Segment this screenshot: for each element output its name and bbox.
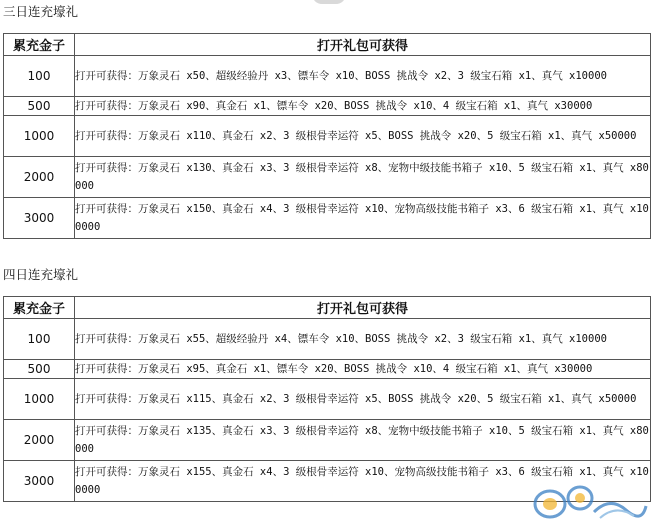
table-row <box>4 157 651 198</box>
column-header-reward: 打开礼包可获得 <box>75 297 651 319</box>
section-title-day4: 四日连充壕礼 <box>3 267 79 282</box>
amount-cell: 500 <box>4 97 75 116</box>
table-row <box>4 420 651 461</box>
game-site-logo-icon <box>530 482 648 522</box>
amount-cell: 100 <box>4 319 75 360</box>
reward-cell: 打开可获得：万象灵石 x135、真金石 x3、3 级根骨幸运符 x8、宠物中级技能书箱子 x10、5 级宝石箱 x1、真气 x80000 <box>75 420 651 461</box>
column-header-reward: 打开礼包可获得 <box>75 34 651 56</box>
reward-cell: 打开可获得：万象灵石 x150、真金石 x4、3 级根骨幸运符 x10、宠物高级技能书箱子 x3、6 级宝石箱 x1、真气 x100000 <box>75 198 651 239</box>
table-row <box>4 116 651 157</box>
table-row <box>4 198 651 239</box>
table-row <box>4 360 651 379</box>
column-header-amount: 累充金子 <box>4 297 75 319</box>
amount-cell: 2000 <box>4 157 75 198</box>
reward-cell: 打开可获得：万象灵石 x95、真金石 x1、镖车令 x20、BOSS 挑战令 x10、4 级宝石箱 x1、真气 x30000 <box>75 360 651 379</box>
reward-cell: 打开可获得：万象灵石 x110、真金石 x2、3 级根骨幸运符 x5、BOSS 挑战令 x20、5 级宝石箱 x1、真气 x50000 <box>75 116 651 157</box>
reward-table-day4 <box>3 296 651 502</box>
amount-cell: 1000 <box>4 116 75 157</box>
amount-cell: 3000 <box>4 198 75 239</box>
table-row <box>4 319 651 360</box>
reward-cell: 打开可获得：万象灵石 x130、真金石 x3、3 级根骨幸运符 x8、宠物中级技能书箱子 x10、5 级宝石箱 x1、真气 x80000 <box>75 157 651 198</box>
amount-cell: 2000 <box>4 420 75 461</box>
amount-cell: 3000 <box>4 461 75 502</box>
reward-cell: 打开可获得：万象灵石 x50、超级经验丹 x3、镖车令 x10、BOSS 挑战令 x2、3 级宝石箱 x1、真气 x10000 <box>75 56 651 97</box>
amount-cell: 100 <box>4 56 75 97</box>
section-title-day3: 三日连充壕礼 <box>3 4 79 19</box>
reward-table-day3 <box>3 33 651 239</box>
top-edge-artifact <box>312 0 346 4</box>
reward-cell: 打开可获得：万象灵石 x55、超级经验丹 x4、镖车令 x10、BOSS 挑战令 x2、3 级宝石箱 x1、真气 x10000 <box>75 319 651 360</box>
reward-cell: 打开可获得：万象灵石 x90、真金石 x1、镖车令 x20、BOSS 挑战令 x10、4 级宝石箱 x1、真气 x30000 <box>75 97 651 116</box>
amount-cell: 1000 <box>4 379 75 420</box>
table-row <box>4 379 651 420</box>
table-row <box>4 56 651 97</box>
table-row <box>4 97 651 116</box>
column-header-amount: 累充金子 <box>4 34 75 56</box>
reward-cell: 打开可获得：万象灵石 x115、真金石 x2、3 级根骨幸运符 x5、BOSS 挑战令 x20、5 级宝石箱 x1、真气 x50000 <box>75 379 651 420</box>
reward-cell: 打开可获得：万象灵石 x155、真金石 x4、3 级根骨幸运符 x10、宠物高级技能书箱子 x3、6 级宝石箱 x1、真气 x100000 <box>75 461 651 502</box>
amount-cell: 500 <box>4 360 75 379</box>
